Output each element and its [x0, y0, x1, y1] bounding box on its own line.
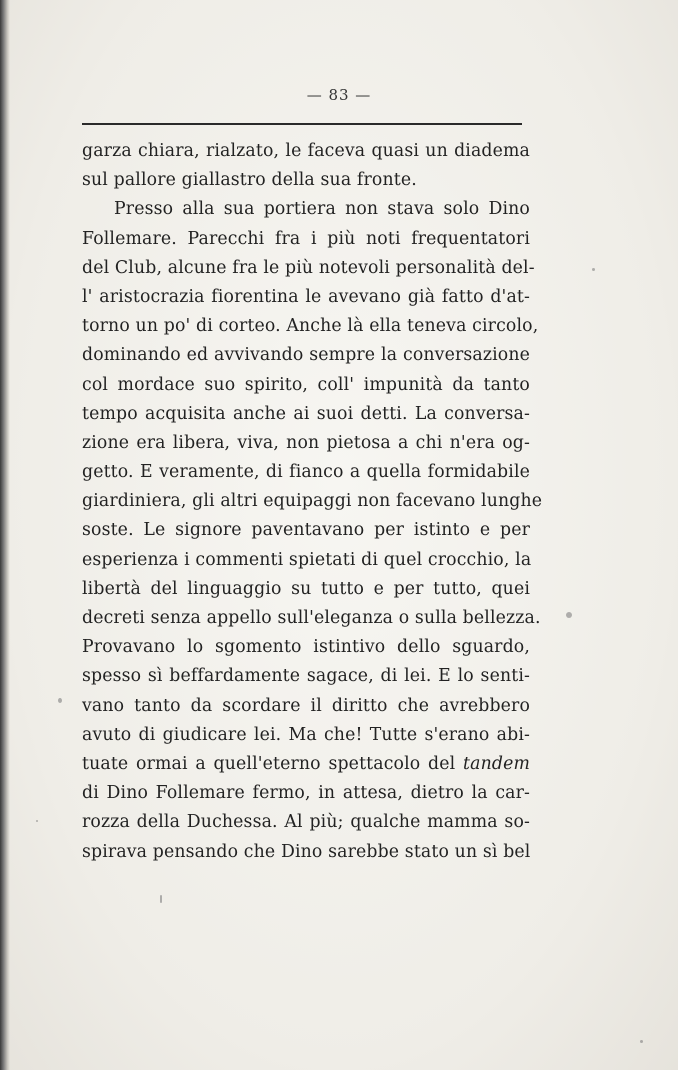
paper-speck: [640, 1040, 643, 1043]
text-span: tuate ormai a quell'eterno spettacolo del: [82, 753, 456, 774]
text-line: esperienza i commenti spietati di quel crocchio, la: [82, 549, 532, 570]
page-number: — 83 —: [306, 86, 372, 104]
text-line: soste. Le signore paventavano per istinto e per: [82, 520, 530, 541]
text-line: di Dino Follemare fermo, in attesa, dietro la car-: [82, 783, 530, 804]
paper-speck: [592, 268, 595, 271]
text-line: decreti senza appello sull'eleganza o sulla bellezza.: [82, 608, 541, 628]
text-line: Follemare. Parecchi fra i più noti frequentatori: [82, 228, 530, 249]
text-line: l' aristocrazia fiorentina le avevano già fatto d'at-: [82, 286, 530, 307]
body-text: [82, 137, 543, 867]
text-line: spirava pensando che Dino sarebbe stato un sì bel: [82, 841, 531, 862]
paper-speck: [566, 612, 572, 618]
paper-speck: [160, 895, 162, 903]
text-line: avuto di giudicare lei. Ma che! Tutte s'erano abi-: [82, 724, 530, 745]
text-line: zione era libera, viva, non pietosa a chi n'era og-: [82, 432, 530, 453]
text-line-paragraph-start: Presso alla sua portiera non stava solo Dino: [114, 199, 530, 220]
text-line: sul pallore giallastro della sua fronte.: [82, 170, 417, 191]
text-line-with-italic: [82, 750, 530, 779]
text-line: tempo acquisita anche ai suoi detti. La conversa-: [82, 403, 530, 424]
text-line: getto. E veramente, di fianco a quella formidabile: [82, 462, 530, 483]
header-rule: [82, 123, 522, 125]
text-line: col mordace suo spirito, coll' impunità da tanto: [82, 374, 530, 395]
text-line: Provavano lo sgomento istintivo dello sguardo,: [82, 637, 530, 658]
italic-word-tandem: tandem: [463, 753, 530, 774]
text-line: torno un po' di corteo. Anche là ella teneva circolo,: [82, 316, 539, 337]
text-line: del Club, alcune fra le più notevoli personalità del-: [82, 257, 535, 278]
paper-speck: [58, 698, 62, 703]
text-line: rozza della Duchessa. Al più; qualche mamma so-: [82, 812, 530, 833]
text-line: garza chiara, rialzato, le faceva quasi un diadema: [82, 141, 530, 161]
text-line: giardiniera, gli altri equipaggi non facevano lunghe: [82, 491, 543, 512]
text-line: spesso sì beffardamente sagace, di lei. E lo senti-: [82, 666, 530, 687]
text-line: dominando ed avvivando sempre la conversazione: [82, 345, 530, 366]
text-line: vano tanto da scordare il diritto che avrebbero: [82, 695, 530, 716]
text-line: libertà del linguaggio su tutto e per tutto, quei: [82, 578, 530, 599]
paper-speck: [36, 820, 38, 822]
binding-shadow: [0, 0, 10, 1070]
